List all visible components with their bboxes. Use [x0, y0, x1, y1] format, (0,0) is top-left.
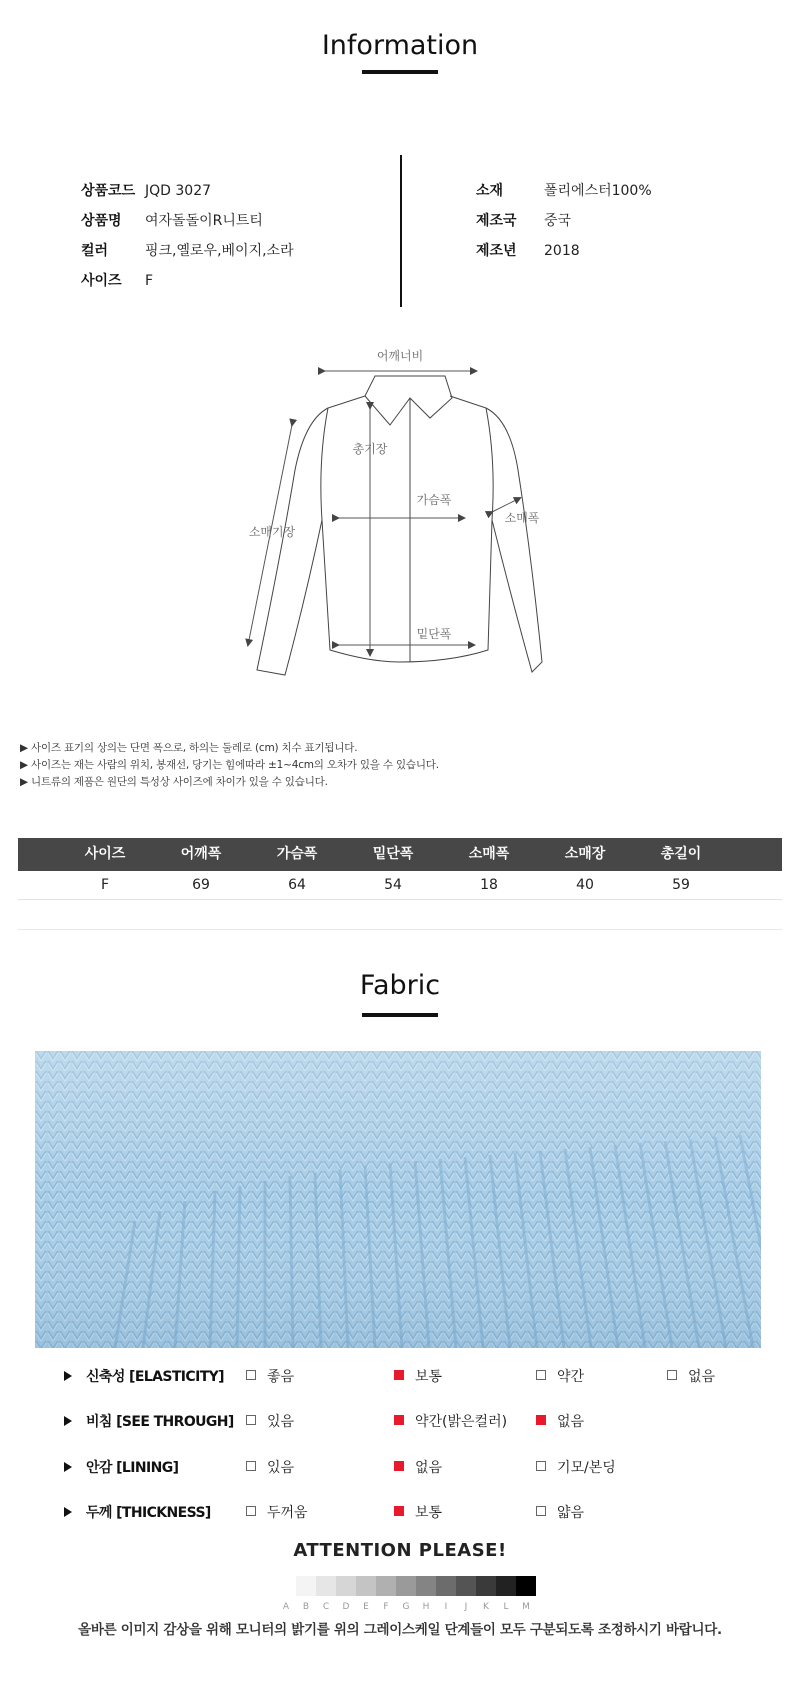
attribute-label-text: 안감 [LINING]: [86, 1460, 179, 1476]
table-header-cell: 소매폭: [468, 846, 510, 862]
grayscale-swatch: [376, 1576, 396, 1596]
grayscale-swatch: [276, 1576, 296, 1596]
grayscale-label: G: [402, 1602, 410, 1612]
right-key: 제조년: [476, 243, 517, 259]
attribute-option-text: 약간(밝은컬러): [415, 1414, 508, 1430]
attribute-option: [667, 1366, 715, 1386]
unchecked-box-icon: [246, 1370, 256, 1380]
unchecked-box-icon: [246, 1506, 256, 1516]
table-cell: 18: [480, 877, 498, 893]
checked-box-icon: [536, 1415, 546, 1425]
size-table-header: [18, 838, 782, 871]
unchecked-box-icon: [536, 1370, 546, 1380]
table-cell: 40: [576, 877, 594, 893]
label-sleeve-length: 소매기장: [248, 525, 296, 539]
left-value: F: [145, 273, 154, 289]
attribute-option: [536, 1502, 584, 1522]
right-key: 소재: [476, 183, 504, 199]
grayscale-label: F: [383, 1602, 389, 1612]
grayscale-label: I: [444, 1602, 448, 1612]
attribute-option-text: 없음: [415, 1460, 443, 1476]
attribute-label-text: 두께 [THICKNESS]: [86, 1505, 211, 1521]
attribute-option: [394, 1366, 442, 1386]
attribute-option-text: 두꺼움: [267, 1505, 308, 1521]
size-note-2: ▶ 사이즈는 재는 사람의 위치, 봉재선, 당기는 힘에따라 ±1~4cm의 오차가 있을 수 있습니다.: [20, 759, 439, 771]
grayscale-swatch: [396, 1576, 416, 1596]
attribute-label: [64, 1502, 211, 1522]
size-note-1: ▶ 사이즈 표기의 상의는 단면 폭으로, 하의는 둘레로 (cm) 치수 표기됩니다.: [20, 742, 358, 754]
table-header-cell: 밑단폭: [372, 846, 414, 862]
attribute-label-text: 신축성 [ELASTICITY]: [86, 1369, 224, 1385]
grayscale-swatch: [436, 1576, 456, 1596]
attribute-option: [536, 1457, 616, 1477]
triangle-bullet-icon: [64, 1462, 72, 1472]
label-total-length: 총기장: [352, 442, 388, 456]
table-cell: F: [100, 877, 110, 893]
checked-box-icon: [394, 1415, 404, 1425]
fabric-title-underline: [362, 1013, 438, 1017]
checked-box-icon: [394, 1506, 404, 1516]
fabric-photo: [35, 1051, 761, 1348]
knit-texture: [35, 1051, 761, 1348]
triangle-bullet-icon: [64, 1507, 72, 1517]
table-header-cell: 총길이: [660, 846, 702, 862]
label-hem: 밑단폭: [416, 627, 452, 641]
grayscale-label: A: [282, 1602, 290, 1612]
grayscale-swatch: [476, 1576, 496, 1596]
attribute-label: [64, 1411, 234, 1431]
attribute-label: [64, 1366, 224, 1386]
shirt-outline: [257, 376, 542, 675]
grayscale-swatch: [296, 1576, 316, 1596]
unchecked-box-icon: [536, 1506, 546, 1516]
left-value: 핑크,옐로우,베이지,소라: [145, 243, 294, 259]
attribute-option: [246, 1502, 308, 1522]
attribute-option: [536, 1411, 584, 1431]
triangle-bullet-icon: [64, 1416, 72, 1426]
table-header-cell: 가슴폭: [276, 846, 318, 862]
attribute-option: [394, 1457, 442, 1477]
attribute-option: [246, 1457, 294, 1477]
grayscale-label: D: [342, 1602, 350, 1612]
checked-box-icon: [394, 1461, 404, 1471]
table-header-cell: 소매장: [564, 846, 606, 862]
grayscale-swatch: [516, 1576, 536, 1596]
table-header-cell: 사이즈: [84, 846, 126, 862]
attribute-option: [246, 1411, 294, 1431]
attribute-option-text: 보통: [415, 1369, 443, 1385]
information-title-underline: [362, 70, 438, 74]
table-row: [18, 871, 782, 900]
grayscale-label: E: [363, 1602, 369, 1612]
checked-box-icon: [394, 1370, 404, 1380]
right-value: 2018: [544, 243, 580, 259]
attribute-option-text: 없음: [557, 1414, 585, 1430]
attribute-option-text: 없음: [688, 1369, 716, 1385]
grayscale-label: B: [302, 1602, 310, 1612]
table-cell: 69: [192, 877, 210, 893]
attribute-option-text: 얇음: [557, 1505, 585, 1521]
table-cell: 59: [672, 877, 690, 893]
attribute-option-text: 보통: [415, 1505, 443, 1521]
grayscale-swatch: [496, 1576, 516, 1596]
attribute-option: [246, 1366, 294, 1386]
unchecked-box-icon: [246, 1415, 256, 1425]
unchecked-box-icon: [536, 1461, 546, 1471]
grayscale-swatch: [416, 1576, 436, 1596]
right-value: 폴리에스터100%: [544, 183, 652, 199]
unchecked-box-icon: [246, 1461, 256, 1471]
attribute-label: [64, 1457, 178, 1477]
attribute-label-text: 비침 [SEE THROUGH]: [86, 1414, 234, 1430]
triangle-bullet-icon: [64, 1371, 72, 1381]
left-key: 사이즈: [81, 273, 122, 289]
grayscale-label: M: [522, 1602, 530, 1612]
size-note-3: ▶ 니트류의 제품은 원단의 특성상 사이즈에 차이가 있을 수 있습니다.: [20, 776, 328, 788]
grayscale-swatch: [456, 1576, 476, 1596]
attribute-option: [394, 1502, 442, 1522]
attribute-option-text: 있음: [267, 1460, 295, 1476]
right-key: 제조국: [476, 213, 517, 229]
left-key: 컬러: [81, 243, 109, 259]
grayscale-swatch: [336, 1576, 356, 1596]
attribute-option-text: 약간: [557, 1369, 585, 1385]
grayscale-label: L: [503, 1602, 509, 1612]
grayscale-label: H: [422, 1602, 430, 1612]
table-cell: 64: [288, 877, 306, 893]
attribute-option-text: 기모/본딩: [557, 1460, 616, 1476]
left-value: JQD 3027: [145, 183, 212, 199]
fabric-title: Fabric: [359, 970, 441, 1001]
attention-title: ATTENTION PLEASE!: [293, 1540, 507, 1561]
left-value: 여자돌돌이R니트티: [145, 213, 263, 229]
label-chest: 가슴폭: [416, 493, 452, 507]
section-divider: [18, 929, 782, 930]
size-diagram: [230, 340, 570, 685]
right-value: 중국: [544, 213, 572, 229]
attribute-option-text: 있음: [267, 1414, 295, 1430]
left-key: 상품명: [81, 213, 122, 229]
table-header-cell: 어깨폭: [180, 846, 222, 862]
grayscale-label: K: [483, 1602, 489, 1612]
grayscale-label: C: [322, 1602, 330, 1612]
monitor-note: 올바른 이미지 감상을 위해 모니터의 밝기를 위의 그레이스케일 단계들이 모두 구분되도록 조정하시기 바랍니다.: [78, 1622, 722, 1638]
attribute-option: [394, 1411, 507, 1431]
attribute-option: [536, 1366, 584, 1386]
attribute-option-text: 좋음: [267, 1369, 295, 1385]
label-shoulder: 어깨너비: [376, 349, 424, 363]
info-divider: [400, 155, 402, 307]
label-sleeve-width: 소매폭: [504, 511, 540, 525]
information-title: Information: [321, 30, 479, 61]
grayscale-swatch: [316, 1576, 336, 1596]
left-key: 상품코드: [81, 183, 136, 199]
unchecked-box-icon: [667, 1370, 677, 1380]
grayscale-label: J: [464, 1602, 468, 1612]
table-cell: 54: [384, 877, 402, 893]
grayscale-swatch: [356, 1576, 376, 1596]
